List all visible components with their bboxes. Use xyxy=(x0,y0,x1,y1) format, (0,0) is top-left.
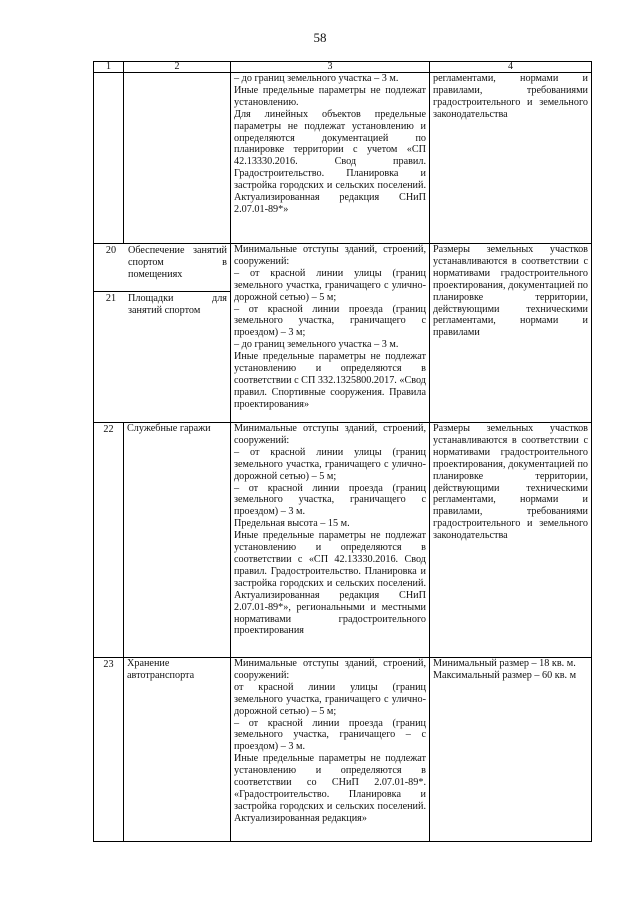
limits-paragraph: Размеры земельных участков устанавливаются в соответствии с нормативами градостроительного проектирования, документацией по планировке территории, действующими техническими регламентами, нормами и правилами, требованиями градостроительного и земельного законодательства xyxy=(433,423,588,542)
params-cell xyxy=(231,73,430,244)
use-name: Обеспечение занятий спортом в помещениях xyxy=(128,245,227,280)
regulations-table xyxy=(93,61,592,842)
params-paragraph: Минимальные отступы зданий, строений, сооружений: xyxy=(234,658,426,681)
limits-cell xyxy=(430,658,592,842)
params-paragraph: – до границ земельного участка – 3 м. xyxy=(234,73,399,84)
row-number-cell: 23 xyxy=(94,658,124,842)
limits-cell xyxy=(430,73,592,244)
params-paragraph: – от красной линии улицы (границ земельного участка, граничащего с улично-дорожной сетью) – 5 м; xyxy=(234,446,426,482)
limits-cell xyxy=(430,423,592,658)
params-paragraph: – от красной линии проезда (границ земельного участка, граничащего – с проездом) – 3 м. xyxy=(234,717,426,753)
row-number: 21 xyxy=(105,293,117,304)
limits-paragraph: Максимальный размер – 60 кв. м xyxy=(433,669,577,681)
table-row xyxy=(94,658,592,842)
limits-cell xyxy=(430,244,592,423)
header-cell: 3 xyxy=(231,62,430,73)
params-paragraph: Минимальные отступы зданий, строений, сооружений: xyxy=(234,423,426,446)
params-paragraph: Иные предельные параметры не подлежат установлению и определяются в соответствии с СП 332.1325800.2017. «Свод правил. Спортивные сооружения. Правила проектирования» xyxy=(234,351,426,410)
use-name-cell xyxy=(124,73,231,244)
table-row xyxy=(94,244,592,423)
row-21-block xyxy=(94,292,230,319)
header-cell: 4 xyxy=(430,62,592,73)
table-row xyxy=(94,423,592,658)
header-cell: 2 xyxy=(124,62,231,73)
row-20-block xyxy=(94,244,230,292)
params-paragraph: Иные предельные параметры не подлежат установлению и определяются в соответствии со СНиП 2.07.01-89*. «Градостроительство. Планировка и застройка городских и сельских поселений. Актуализированная редакция» xyxy=(234,753,426,824)
params-paragraph: – от красной линии проезда (границ земельного участка, граничащего с проездом) – 3 м. xyxy=(234,482,426,518)
params-paragraph: – от красной линии проезда (границ земельного участка, граничащего с проездом) – 3 м; xyxy=(234,303,426,339)
row-number-cell: 22 xyxy=(94,423,124,658)
table-row xyxy=(94,73,592,244)
use-name-cell: Служебные гаражи xyxy=(124,423,231,658)
params-paragraph: Иные предельные параметры не подлежат установлению и определяются в соответствии с «СП 42.13330.2016. Свод правил. Градостроительство. Планировка и застройка городских и сельских поселений. Актуализированная редакция СНиП 2.07.01-89*», региональными и местными нормативами градостроительного проектирования xyxy=(234,530,426,637)
limits-paragraph: Минимальный размер – 18 кв. м. xyxy=(433,658,576,669)
limits-paragraph: Размеры земельных участков устанавливаются в соответствии с нормативами градостроительного проектирования, документацией по планировке территории, действующими техническими регламентами, нормами и правилами xyxy=(433,244,588,339)
params-cell xyxy=(231,658,430,842)
params-paragraph: Предельная высота – 15 м. xyxy=(234,518,350,530)
table-header-row xyxy=(94,62,592,73)
limits-paragraph: регламентами, нормами и правилами, требованиями градостроительного и земельного законодательства xyxy=(433,73,588,120)
params-paragraph: Минимальные отступы зданий, строений, сооружений: xyxy=(234,244,426,267)
row-number: 20 xyxy=(105,245,117,256)
header-cell: 1 xyxy=(94,62,124,73)
params-paragraph: Для линейных объектов предельные параметры не подлежат установлению и определяются документацией по планировке территории с учетом «СП 42.13330.2016. Свод правил. Градостроительство. Планировка и застройка городских и сельских поселений. Актуализированная редакция СНиП 2.07.01-89*» xyxy=(234,108,426,215)
params-paragraph: – до границ земельного участка – 3 м. xyxy=(234,339,399,351)
use-name-cell xyxy=(94,244,231,423)
use-name-cell: Хранение автотранспорта xyxy=(124,658,231,842)
use-name: Площадки для занятий спортом xyxy=(128,293,227,316)
page-number: 58 xyxy=(313,30,327,45)
params-paragraph: Иные предельные параметры не подлежат установлению. xyxy=(234,84,426,108)
params-paragraph: от красной линии улицы (границ земельного участка, граничащего с улично-дорожной сетью) – 5 м; xyxy=(234,681,426,717)
params-cell xyxy=(231,244,430,423)
params-cell xyxy=(231,423,430,658)
params-paragraph: – от красной линии улицы (границ земельного участка, граничащего с улично-дорожной сетью) – 5 м; xyxy=(234,267,426,303)
row-number-cell xyxy=(94,73,124,244)
